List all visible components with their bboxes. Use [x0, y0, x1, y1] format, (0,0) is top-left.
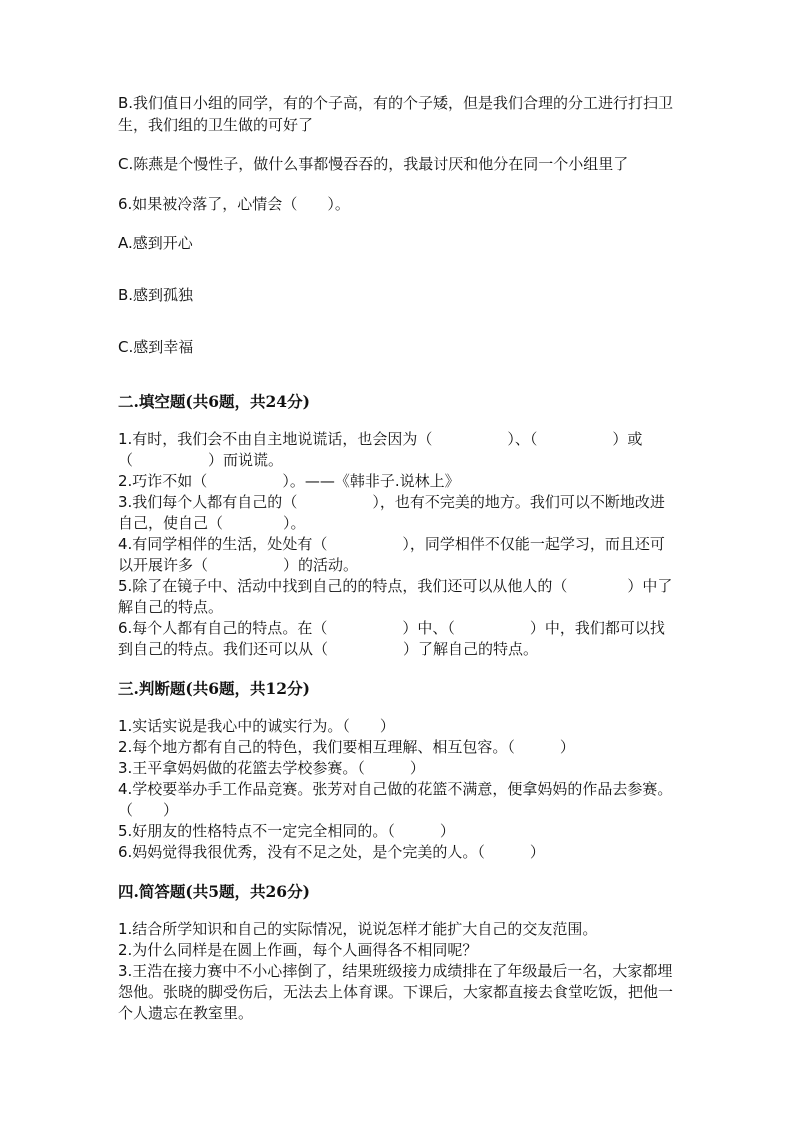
- list-item: 3.王平拿妈妈做的花篮去学校参赛。（ ）: [118, 759, 425, 777]
- list-item: 3.我们每个人都有自己的（ ），也有不完美的地方。我们可以不断地改进自己，使自己（ ）。: [118, 493, 665, 532]
- true-false-items: [118, 716, 678, 863]
- list-item: 5.好朋友的性格特点不一定完全相同的。（ ）: [118, 822, 455, 840]
- section-fill-in: [118, 391, 678, 660]
- choice-c: C.感到幸福: [118, 338, 194, 356]
- question-6-stem: 6.如果被冷落了，心情会（ ）。: [118, 195, 350, 213]
- section-true-false: [118, 678, 678, 863]
- short-answer-items: [118, 919, 678, 1024]
- fill-in-items: [118, 429, 678, 660]
- list-item: 3.王浩在接力赛中不小心摔倒了，结果班级接力成绩排在了年级最后一名，大家都埋怨他。张晓的脚受伤后，无法去上体育课。下课后，大家都直接去食堂吃饭，把他一个人遗忘在教室里。: [118, 962, 674, 1022]
- list-item: 1.结合所学知识和自己的实际情况，说说怎样才能扩大自己的交友范围。: [118, 920, 598, 938]
- choice-b: B.感到孤独: [118, 286, 194, 304]
- list-item: 2.为什么同样是在圆上作画，每个人画得各不相同呢？: [118, 941, 478, 959]
- list-item: 2.巧诈不如（ ）。——《韩非子.说林上》: [118, 472, 460, 490]
- list-item: 1.实话实说是我心中的诚实行为。（ ）: [118, 717, 395, 735]
- list-item: 6.妈妈觉得我很优秀，没有不足之处，是个完美的人。（ ）: [118, 843, 545, 861]
- choice-a: A.感到开心: [118, 234, 193, 252]
- list-item: 4.学校要举办手工作品竞赛。张芳对自己做的花篮不满意，便拿妈妈的作品去参赛。（ ）: [118, 780, 673, 819]
- list-item: 5.除了在镜子中、活动中找到自己的的特点，我们还可以从他人的（ ）中了解自己的特点。: [118, 577, 673, 616]
- section-title: 四.简答题(共5题，共26分): [118, 882, 310, 901]
- option-b: B.我们值日小组的同学，有的个子高，有的个子矮，但是我们合理的分工进行打扫卫生，我们组的卫生做的可好了: [118, 94, 674, 134]
- section-short-answer: [118, 881, 678, 1024]
- section-title: 三.判断题(共6题，共12分): [118, 679, 310, 698]
- question-6-choices: [118, 232, 678, 358]
- list-item: 2.每个地方都有自己的特色，我们要相互理解、相互包容。（ ）: [118, 738, 575, 756]
- list-item: 4.有同学相伴的生活，处处有（ ），同学相伴不仅能一起学习，而且还可以开展许多（ ）的活动。: [118, 535, 665, 574]
- exam-page: [118, 92, 678, 1024]
- list-item: 1.有时，我们会不由自主地说谎话，也会因为（ ）、（ ）或（ ）而说谎。: [118, 430, 643, 469]
- option-c: C.陈燕是个慢性子，做什么事都慢吞吞的，我最讨厌和他分在同一个小组里了: [118, 155, 629, 173]
- list-item: 6.每个人都有自己的特点。在（ ）中、（ ）中，我们都可以找到自己的特点。我们还可以从（ ）了解自己的特点。: [118, 619, 665, 658]
- section-title: 二.填空题(共6题，共24分): [118, 392, 310, 411]
